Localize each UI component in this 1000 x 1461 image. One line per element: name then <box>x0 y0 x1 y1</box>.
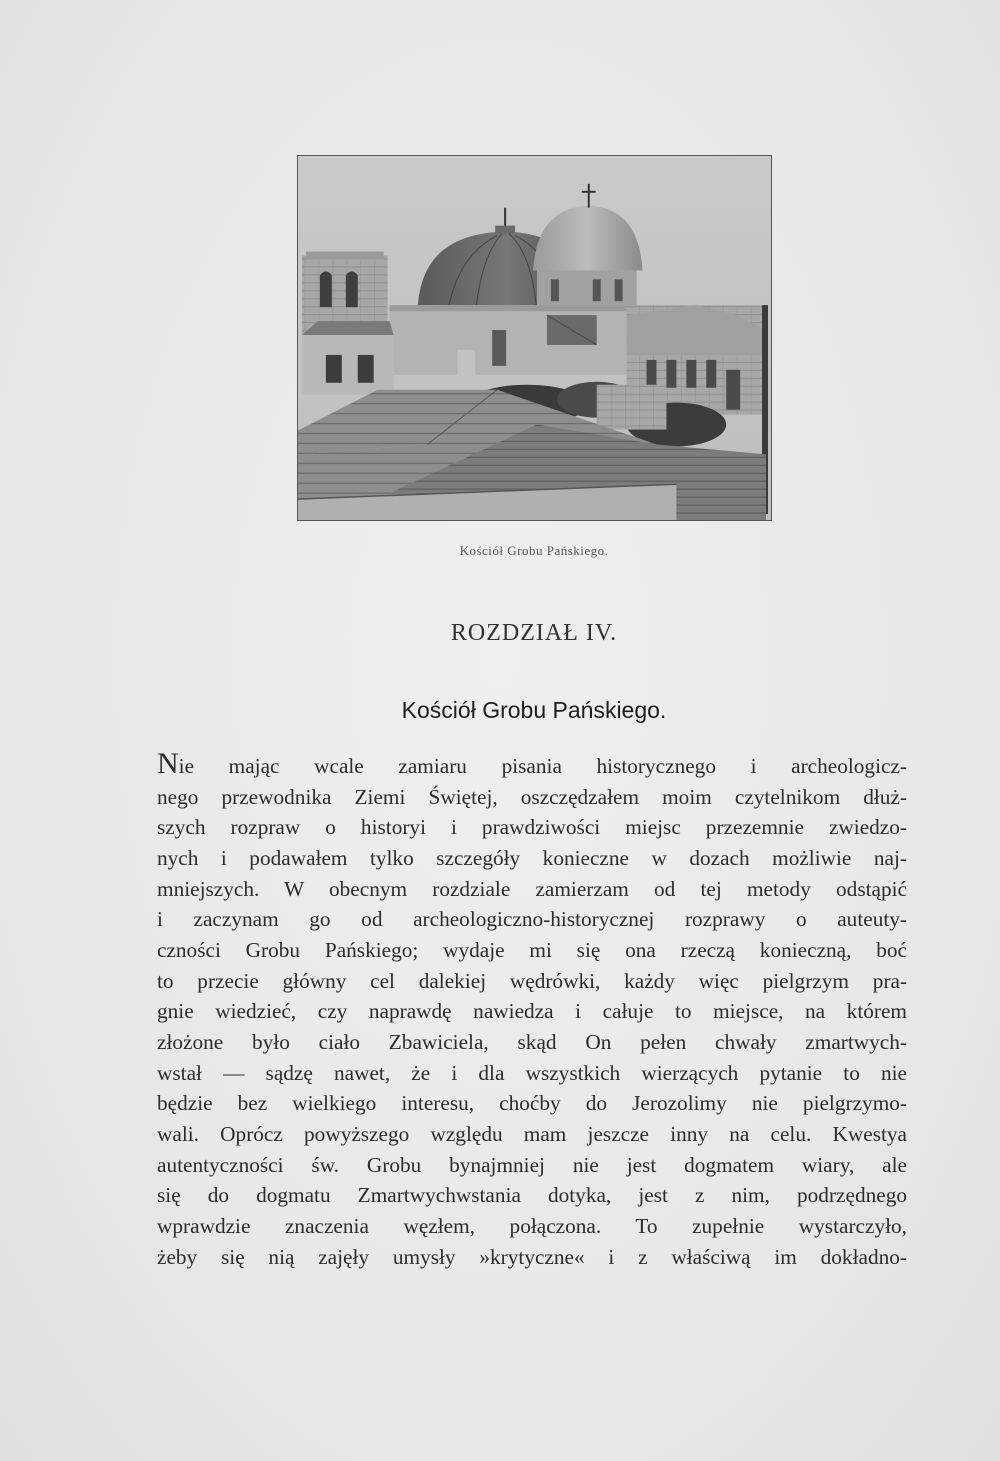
chapter-heading: ROZDZIAŁ IV. <box>450 620 618 646</box>
text-line: wstał — sądzę nawet, że i dla wszystkich wierzących pytanie to nie <box>157 1060 907 1085</box>
text-line: Nie mając wcale zamiaru pisania historycznego i archeologicz- <box>157 747 907 780</box>
text-line: autentyczności św. Grobu bynajmniej nie jest dogmatem wiary, ale <box>157 1152 907 1177</box>
text-line: żeby się nią zajęły umysły »krytyczne« i z właściwą im dokładno- <box>157 1244 907 1269</box>
text-line: wali. Oprócz powyższego względu mam jeszcze inny na celu. Kwestya <box>157 1121 907 1146</box>
chapter-title: Kościół Grobu Pańskiego. <box>401 697 667 723</box>
text-line: nych i podawałem tylko szczegóły konieczne w dozach możliwie naj- <box>157 845 907 870</box>
text-line: to przecie główny cel dalekiej wędrówki, każdy więc pielgrzym pra- <box>157 968 907 993</box>
text-line: gnie wiedzieć, czy naprawdę nawiedza i całuje to miejsce, na którem <box>157 999 907 1024</box>
text-line: i zaczynam go od archeologiczno-historycznej rozprawy o auteuty- <box>157 907 907 932</box>
body-paragraph <box>157 747 907 1272</box>
text-line: szych rozpraw o historyi i prawdziwości miejsc przezemnie zwiedzo- <box>157 815 907 840</box>
church-photo <box>297 155 772 521</box>
text-line: złożone było ciało Zbawiciela, skąd On pełen chwały zmartwych- <box>157 1029 907 1054</box>
text-line: czności Grobu Pańskiego; wydaje mi się ona rzeczą konieczną, boć <box>157 937 907 962</box>
church-of-holy-sepulchre-image <box>298 156 771 520</box>
text-line: będzie bez wielkiego interesu, choćby do Jerozolimy nie pielgrzymo- <box>157 1091 907 1116</box>
text-line: mniejszych. W obecnym rozdziale zamierzam od tej metody odstąpić <box>157 876 907 901</box>
text-line: się do dogmatu Zmartwychwstania dotyka, jest z nim, podrzędnego <box>157 1183 907 1208</box>
photo-caption: Kościół Grobu Pańskiego. <box>459 543 609 558</box>
text-line: nego przewodnika Ziemi Świętej, oszczędzałem moim czytelnikom dłuż- <box>157 784 907 809</box>
text-line: wprawdzie znaczenia węzłem, połączona. To zupełnie wystarczyło, <box>157 1213 907 1238</box>
drop-cap: N <box>157 747 179 780</box>
